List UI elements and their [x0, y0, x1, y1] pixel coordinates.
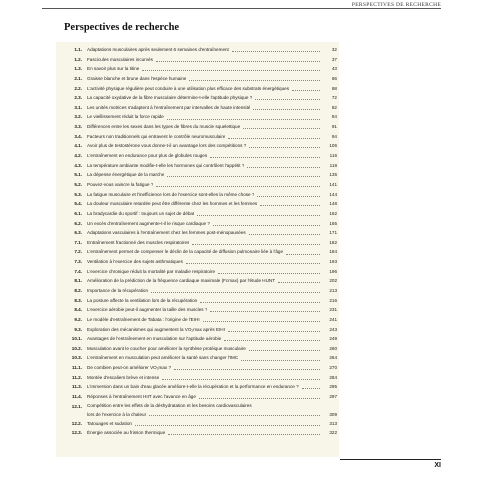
toc-leader-dots [213, 225, 320, 226]
toc-entry [56, 74, 339, 84]
toc-leader-dots [167, 176, 320, 177]
toc-entry-page: 141 [329, 181, 337, 187]
toc-entry-label: Avoir plus de testostérone vous donne-t-il un avantage lors des compétitions ? [87, 143, 247, 149]
toc-entry-number: 11.2. [72, 374, 82, 380]
toc-entry [56, 151, 339, 161]
toc-entry-label: En savoir plus sur la titine [87, 66, 140, 72]
toc-entry [56, 257, 339, 267]
toc-entry-number: 2.1. [74, 75, 82, 81]
toc-entry-page: 196 [329, 268, 337, 274]
toc-entry-page: 135 [329, 172, 337, 178]
toc-leader-dots [228, 331, 320, 332]
toc-entry-number: 11.3. [72, 384, 82, 390]
toc-entry-label: L'entraînement permet de compenser le déclin de la capacité de diffusion pulmonaire liée à l'âge [87, 249, 284, 255]
toc-entry [56, 363, 339, 373]
toc-entry-page: 82 [331, 104, 337, 110]
toc-entry-page: 297 [329, 394, 337, 400]
toc-entry-page: 66 [331, 75, 337, 81]
toc-entry-page: 213 [329, 288, 337, 293]
toc-entry-label: Avantages de l'entraînement en musculation sur l'aptitude aérobie [87, 336, 222, 342]
toc-entry-number: 9.2. [74, 316, 82, 322]
toc-entry [56, 286, 339, 296]
toc-entry-number: 8.3. [74, 297, 82, 303]
toc-entry-number: 9.3. [74, 326, 82, 332]
toc-entry-label: L'exercice chronique réduit la mortalité par maladie respiratoire [87, 268, 216, 274]
toc-leader-dots [200, 302, 320, 303]
toc-entry-label: Pouvez-vous vaincre la fatigue ? [87, 181, 154, 187]
toc-entry-page: 264 [329, 355, 337, 361]
toc-leader-dots [203, 321, 320, 322]
toc-leader-dots [162, 379, 320, 380]
toc-entry [56, 161, 339, 171]
toc-entry-page: 148 [329, 201, 337, 207]
toc-entry-number: 12.1. [71, 403, 82, 409]
toc-leader-dots [199, 398, 320, 399]
toc-entry [56, 392, 339, 402]
toc-entry-page: 249 [329, 336, 337, 342]
toc-entry [56, 93, 339, 103]
toc-entry [56, 132, 339, 142]
toc-entry-label: L'entraînement en endurance pour plus de globules rouges [87, 153, 208, 159]
toc-entry-label: Exploration des mécanismes qui augmentent la VO₂max après EIHI [87, 326, 225, 332]
toc-entry-page: 216 [329, 297, 337, 303]
toc-entry-number: 5.1. [74, 172, 82, 178]
footer-rule [340, 459, 441, 460]
toc-entry-label: La dépense énergétique de la marche [87, 172, 165, 178]
toc-entry [56, 247, 339, 257]
toc-entry-page: 72 [331, 95, 337, 101]
toc-entry-number: 10.1. [71, 336, 82, 342]
toc-entry [56, 122, 339, 132]
toc-entry-page: 322 [329, 430, 337, 436]
toc-entry [56, 296, 339, 306]
toc-entry [56, 170, 339, 180]
toc-entry-page: 193 [329, 259, 337, 265]
toc-entry-page: 106 [329, 143, 337, 149]
toc-entry-label: Compétition entre les effets de la déshydratation et les besoins cardiovasculaires [87, 402, 252, 408]
toc-entry [56, 112, 339, 122]
toc-leader-dots [192, 244, 320, 245]
toc-leader-dots [135, 425, 320, 426]
toc-leader-dots [149, 415, 320, 416]
toc-entry-number: 5.2. [74, 181, 82, 187]
toc-entry-page: 184 [329, 249, 337, 255]
toc-entry-page: 309 [329, 411, 337, 417]
toc-entry-label: Les unités motrices s'adaptent à l'entraînement par intervalles de haute intensité [87, 104, 251, 110]
toc-entry-number: 10.2. [71, 345, 82, 351]
toc-entry [56, 419, 339, 429]
toc-entry-number: 4.1. [74, 143, 82, 149]
toc-entry-label: Montée d'escaliers brève et intense [87, 374, 160, 380]
toc-entry-page: 84 [331, 114, 337, 120]
toc-list [56, 45, 339, 438]
toc-entry-page: 171 [329, 230, 337, 236]
toc-entry-label: L'entraînement en musculation peut améliorer la santé sans changer l'IMC [87, 355, 239, 361]
toc-entry-label: Énergie associée au frisson thermique [87, 430, 166, 436]
toc-entry [56, 45, 339, 55]
toc-entry-label: Différences entre les sexes dans les types de fibres du muscle squelettique [87, 124, 241, 130]
toc-entry [56, 315, 339, 325]
toc-leader-dots [224, 340, 320, 341]
toc-entry-page: 91 [331, 124, 337, 130]
toc-entry-number: 7.3. [74, 259, 82, 265]
toc-leader-dots [156, 61, 320, 62]
running-head: PERSPECTIVES DE RECHERCHE [351, 2, 441, 8]
toc-entry-label: Un excès d'entraînement augmente-t-il le risque cardiaque ? [87, 220, 210, 226]
toc-entry-page: 313 [329, 420, 337, 426]
toc-entry [56, 64, 339, 74]
toc-entry [56, 199, 339, 209]
toc-entry [56, 141, 339, 151]
toc-entry [56, 344, 339, 354]
toc-leader-dots [286, 254, 320, 255]
toc-entry [56, 103, 339, 113]
toc-leader-dots [186, 263, 320, 264]
toc-entry-label: La fatigue musculaire et l'inefficience lors de l'exercice sont-elles la même chose ? [87, 191, 255, 197]
toc-leader-dots [247, 167, 320, 168]
toc-leader-dots [243, 128, 320, 129]
toc-entry-label: Adaptations vasculaires à l'entraînement chez les femmes post-ménopausées [87, 230, 246, 236]
toc-entry [56, 276, 339, 286]
toc-entry-number: 3.2. [74, 114, 82, 120]
toc-entry-label: Fascicules musculaires incurvés [87, 56, 153, 62]
toc-entry-page: 231 [329, 307, 337, 313]
toc-entry-label: Réponses à l'entraînement HIIT avec l'avance en âge [87, 394, 196, 400]
toc-leader-dots [249, 147, 320, 148]
toc-entry-page: 32 [331, 46, 337, 52]
toc-entry-label: La posture affecte la ventilation lors de la récupération [87, 297, 198, 303]
toc-entry-label: De combien peut-on améliorer VO₂max ? [87, 365, 171, 371]
toc-entry-number: 2.2. [74, 85, 82, 91]
toc-entry-number: 10.3. [71, 355, 82, 361]
toc-entry [56, 55, 339, 65]
toc-leader-dots [168, 434, 320, 435]
toc-entry-label-continued: lors de l'exercice à la chaleur [87, 411, 147, 417]
toc-entry-number: 12.3. [71, 430, 82, 436]
toc-entry-number: 12.2. [71, 420, 82, 426]
toc-entry-number: 5.4. [74, 201, 82, 207]
toc-entry-label: Ventilation à l'exercice des sujets asthmatiques [87, 259, 183, 265]
toc-leader-dots [156, 186, 320, 187]
page-number: XI [434, 462, 441, 469]
toc-entry [56, 209, 339, 219]
toc-entry-number: 4.2. [74, 153, 82, 159]
toc-entry-page: 241 [329, 316, 337, 322]
toc-entry [56, 238, 339, 248]
toc-leader-dots [292, 90, 320, 91]
toc-entry-number: 7.4. [74, 268, 82, 274]
toc-entry-page: 260 [329, 345, 337, 351]
toc-leader-dots [218, 273, 320, 274]
toc-entry-number: 7.2. [74, 249, 82, 255]
toc-entry [56, 382, 339, 392]
toc-leader-dots [302, 388, 320, 389]
toc-entry-label: La bradycardie du sportif : toujours un sujet de débat [87, 210, 195, 216]
toc-leader-dots [249, 234, 320, 235]
toc-entry-page: 118 [329, 162, 337, 168]
toc-entry-number: 3.3. [74, 124, 82, 130]
toc-entry-page: 43 [331, 66, 337, 72]
toc-leader-dots [151, 292, 320, 293]
toc-entry-number: 8.2. [74, 288, 82, 293]
toc-entry-number: 3.1. [74, 104, 82, 110]
toc-leader-dots [257, 196, 320, 197]
toc-entry-number: 8.4. [74, 307, 82, 313]
toc-entry-number: 11.4. [72, 394, 82, 400]
toc-leader-dots [210, 311, 320, 312]
toc-entry [56, 373, 339, 383]
toc-entry-page: 182 [329, 239, 337, 245]
toc-entry-label: Le vieillissement réduit la force rapide [87, 114, 164, 120]
toc-leader-dots [241, 360, 320, 361]
toc-leader-dots [210, 157, 320, 158]
toc-leader-dots [197, 215, 320, 216]
toc-leader-dots [174, 369, 320, 370]
toc-entry-label: L'exercice aérobie peut-il augmenter la taille des muscles ? [87, 307, 208, 313]
toc-entry-number: 5.3. [74, 191, 82, 197]
toc-entry [56, 190, 339, 200]
toc-leader-dots [167, 119, 320, 120]
toc-entry-page: 284 [329, 374, 337, 380]
toc-entry [56, 219, 339, 229]
toc-entry-label: Importance de la récupération [87, 288, 149, 293]
toc-entry [56, 228, 339, 238]
toc-entry-label: La température ambiante modifie-t-elle les hormones qui contrôlent l'appétit ? [87, 162, 245, 168]
toc-entry [56, 180, 339, 190]
toc-entry-page: 165 [329, 220, 337, 226]
toc-entry-number: 2.3. [74, 95, 82, 101]
toc-leader-dots [228, 138, 320, 139]
toc-leader-dots [253, 109, 320, 110]
toc-entry-number: 6.3. [74, 230, 82, 236]
toc-entry-label: Amélioration de la prédiction de la fréquence cardiaque maximale (Fcmax) par l'étude HUNT [87, 278, 276, 284]
toc-entry-label: Tatouages et sudation [87, 420, 132, 426]
toc-entry-number: 1.3. [74, 66, 82, 72]
toc-entry-number: 6.2. [74, 220, 82, 226]
toc-entry-label: La douleur musculaire retardée peut être différente chez les hommes et les femmes [87, 201, 258, 207]
toc-entry-page: 144 [329, 191, 337, 197]
toc-entry [56, 402, 339, 419]
toc-entry [56, 325, 339, 335]
toc-entry-label: Entraînement fractionné des muscles respiratoires [87, 239, 190, 245]
toc-entry [56, 334, 339, 344]
toc-entry-number: 6.1. [74, 210, 82, 216]
toc-entry-label: L'immersion dans un bain d'eau glacée améliore-t-elle la récupération et la performance en endurance ? [87, 384, 299, 390]
toc-leader-dots [189, 80, 320, 81]
toc-entry-page: 295 [329, 384, 337, 390]
header-rule [42, 8, 441, 9]
page-title: Perspectives de recherche [64, 22, 180, 33]
toc-entry-page: 162 [329, 210, 337, 216]
toc-leader-dots [232, 51, 320, 52]
toc-entry [56, 428, 339, 438]
toc-entry-label: La capacité oxydative de la fibre musculaire détermine-t-elle l'aptitude physique ? [87, 95, 253, 101]
toc-leader-dots [260, 205, 320, 206]
toc-entry-number: 7.1. [74, 239, 82, 245]
toc-entry-page: 116 [329, 153, 337, 159]
toc-entry-label: Musculation avant le coucher pour améliorer la synthèse protéique musculaire [87, 345, 246, 351]
toc-entry-number: 8.1. [74, 278, 82, 284]
toc-entry-number: 11.1. [72, 365, 82, 371]
toc-entry-label: Le modèle d'entraînement de Tabata : l'origine de l'EIHI [87, 316, 200, 322]
toc-entry-page: 270 [329, 365, 337, 371]
toc-entry-label: Graisse blanche et brune dans l'espèce humaine [87, 75, 187, 81]
toc-entry [56, 267, 339, 277]
toc-entry-page: 68 [331, 85, 337, 91]
toc-entry [56, 305, 339, 315]
toc-entry-label: Facteurs non traditionnels qui entravent le contrôle neuromusculaire [87, 133, 226, 139]
toc-entry-page: 94 [331, 133, 337, 139]
toc-entry-number: 3.4. [74, 133, 82, 139]
toc-entry-label: L'activité physique régulière peut conduire à une utilisation plus efficace des substrats énergétiques [87, 85, 290, 91]
toc-entry-page: 202 [329, 278, 337, 284]
toc-entry [56, 84, 339, 94]
toc-entry-label: Adaptations musculaires après seulement 6 semaines d'entraînement [87, 46, 229, 52]
toc-leader-dots [255, 99, 320, 100]
toc-leader-dots [278, 282, 320, 283]
toc-entry-number: 1.2. [74, 56, 82, 62]
toc-entry-page: 243 [329, 326, 337, 332]
toc-entry [56, 354, 339, 364]
toc-entry-number: 1.1. [74, 46, 82, 52]
toc-leader-dots [142, 70, 320, 71]
toc-entry-page: 37 [331, 56, 337, 62]
toc-leader-dots [249, 350, 320, 351]
toc-entry-number: 4.3. [74, 162, 82, 168]
